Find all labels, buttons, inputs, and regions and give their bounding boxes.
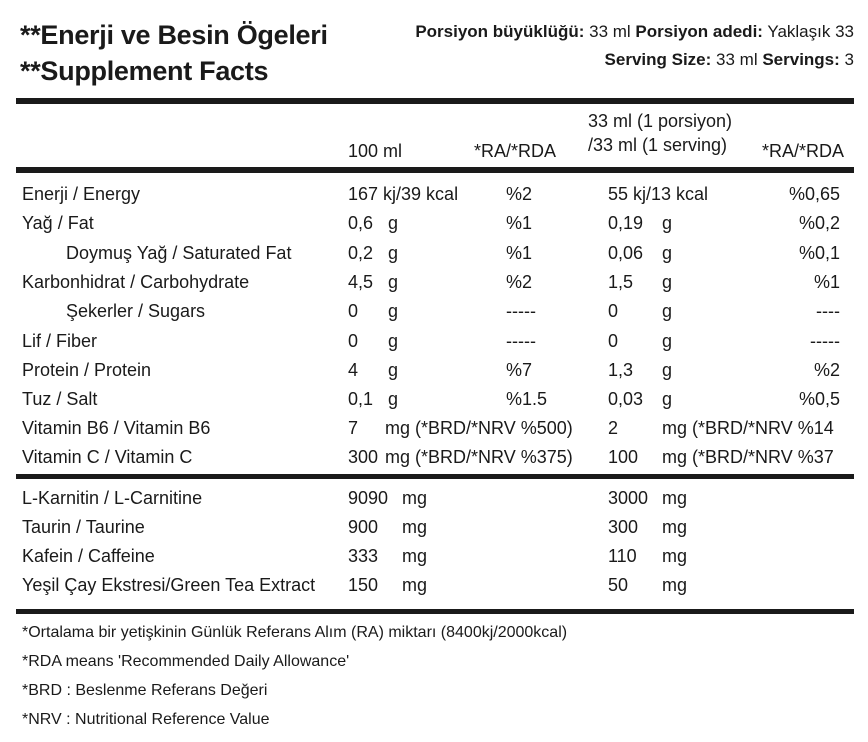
supplement-value-per-100ml: 333 [348,546,379,566]
unit-per-serving: g [662,272,673,292]
vitamin-unit-per-100ml: mg (*BRD/*NRV %500) [385,418,573,438]
supplement-unit-per-serving: mg [662,488,688,508]
unit-per-100ml: g [388,301,399,321]
value-per-serving: 0 [608,331,619,351]
value-per-serving: 0 [608,301,619,321]
column-header-serving-en: /33 ml (1 serving) [588,135,728,155]
supplement-name: Kafein / Caffeine [22,546,155,566]
supplement-name: Taurin / Taurine [22,517,145,537]
serving-size-label-tr: Porsiyon büyüklüğü: [415,22,585,41]
column-header-ra-2: *RA/*RDA [762,141,845,161]
value-per-serving: 0,06 [608,243,644,263]
vitamin-value-per-100ml: 300 [348,447,379,467]
nutrient-name: Tuz / Salt [22,389,98,409]
servings-label-tr: Porsiyon adedi: [635,22,763,41]
unit-per-100ml: g [388,243,399,263]
serving-info-turkish [415,22,854,42]
unit-per-100ml: g [388,389,399,409]
ra-per-100ml: %1.5 [506,389,548,409]
footnote-line: *BRD : Beslenme Referans Değeri [22,682,268,699]
servings-value-en: 3 [839,50,854,69]
unit-per-100ml: g [388,213,399,233]
ra-per-serving: %0,65 [788,184,840,204]
value-per-100ml: 4,5 [348,272,374,292]
ra-per-100ml: %1 [506,243,533,263]
ra-per-100ml: ----- [506,301,536,321]
value-per-serving: 55 kj/13 kcal [608,184,709,204]
supplement-name: Yeşil Çay Ekstresi/Green Tea Extract [22,575,316,595]
servings-value-tr: Yaklaşık 33 [762,22,854,41]
vitamin-unit-per-serving: mg (*BRD/*NRV %37 [662,447,834,467]
ra-per-100ml: ----- [506,331,536,351]
supplement-value-per-serving: 110 [608,546,637,566]
supplement-value-per-100ml: 150 [348,575,379,595]
unit-per-serving: g [662,301,673,321]
vitamin-rule [16,474,854,479]
unit-per-100ml: g [388,331,399,351]
supplement-unit-per-serving: mg [662,575,688,595]
serving-info-english [605,50,854,70]
title-turkish: **Enerji ve Besin Ögeleri [20,20,328,50]
unit-per-serving: g [662,213,673,233]
value-per-100ml: 0,1 [348,389,374,409]
supplement-value-per-serving: 50 [608,575,629,595]
vitamin-value-per-serving: 2 [608,418,619,438]
footnote-line: *Ortalama bir yetişkinin Günlük Referans Alım (RA) miktarı (8400kj/2000kcal) [22,624,568,641]
nutrient-name: Lif / Fiber [22,331,98,351]
servings-label-en: Servings: [762,50,840,69]
unit-per-serving: g [662,243,673,263]
serving-size-value-tr: 33 ml [584,22,636,41]
serving-size-value-en: 33 ml [711,50,763,69]
value-per-serving: 0,03 [608,389,644,409]
vitamin-value-per-100ml: 7 [348,418,359,438]
value-per-100ml: 167 kj/39 kcal [348,184,459,204]
ra-per-serving: %0,2 [798,213,840,233]
vitamin-unit-per-serving: mg (*BRD/*NRV %14 [662,418,834,438]
vitamin-name: Vitamin B6 / Vitamin B6 [22,418,211,438]
value-per-100ml: 0 [348,331,359,351]
title-english: **Supplement Facts [20,56,269,86]
ra-per-100ml: %2 [506,272,533,292]
nutrient-name: Karbonhidrat / Carbohydrate [22,272,250,292]
vitamin-value-per-serving: 100 [608,447,639,467]
value-per-100ml: 0,2 [348,243,374,263]
unit-per-100ml: g [388,272,399,292]
serving-size-label-en: Serving Size: [604,50,712,69]
unit-per-serving: g [662,331,673,351]
column-header-serving-tr: 33 ml (1 porsiyon) [588,111,733,131]
ra-per-serving: %0,1 [798,243,840,263]
top-rule [16,98,854,104]
nutrient-name: Protein / Protein [22,360,152,380]
supplement-unit-per-100ml: mg [402,517,428,537]
supplement-unit-per-serving: mg [662,546,688,566]
nutrient-name: Doymuş Yağ / Saturated Fat [66,243,292,263]
value-per-serving: 1,3 [608,360,634,380]
supplement-name: L-Karnitin / L-Carnitine [22,488,203,508]
header-rule [16,167,854,173]
supplement-value-per-100ml: 900 [348,517,379,537]
ra-per-serving: ----- [810,331,840,351]
supplement-value-per-100ml: 9090 [348,488,389,508]
value-per-serving: 0,19 [608,213,644,233]
supplement-unit-per-100ml: mg [402,575,428,595]
unit-per-serving: g [662,360,673,380]
supplement-unit-per-100ml: mg [402,546,428,566]
vitamin-unit-per-100ml: mg (*BRD/*NRV %375) [385,447,573,467]
ra-per-serving: %0,5 [798,389,840,409]
footnote-line: *NRV : Nutritional Reference Value [22,711,270,728]
value-per-100ml: 0 [348,301,359,321]
value-per-serving: 1,5 [608,272,634,292]
value-per-100ml: 0,6 [348,213,374,233]
ra-per-100ml: %7 [506,360,533,380]
ra-per-100ml: %1 [506,213,533,233]
unit-per-100ml: g [388,360,399,380]
ra-per-100ml: %2 [506,184,533,204]
footnote-rule [16,609,854,614]
column-header-100ml: 100 ml [348,141,403,161]
supplement-value-per-serving: 3000 [608,488,649,508]
supplement-unit-per-serving: mg [662,517,688,537]
supplement-value-per-serving: 300 [608,517,639,537]
nutrient-name: Yağ / Fat [22,213,94,233]
supplement-unit-per-100ml: mg [402,488,428,508]
footnote-line: *RDA means 'Recommended Daily Allowance' [22,653,350,670]
nutrient-name: Enerji / Energy [22,184,141,204]
ra-per-serving: %1 [813,272,840,292]
vitamin-name: Vitamin C / Vitamin C [22,447,193,467]
value-per-100ml: 4 [348,360,359,380]
ra-per-serving: %2 [813,360,840,380]
ra-per-serving: ---- [816,301,840,321]
column-header-ra-1: *RA/*RDA [474,141,557,161]
unit-per-serving: g [662,389,673,409]
nutrient-name: Şekerler / Sugars [66,301,206,321]
